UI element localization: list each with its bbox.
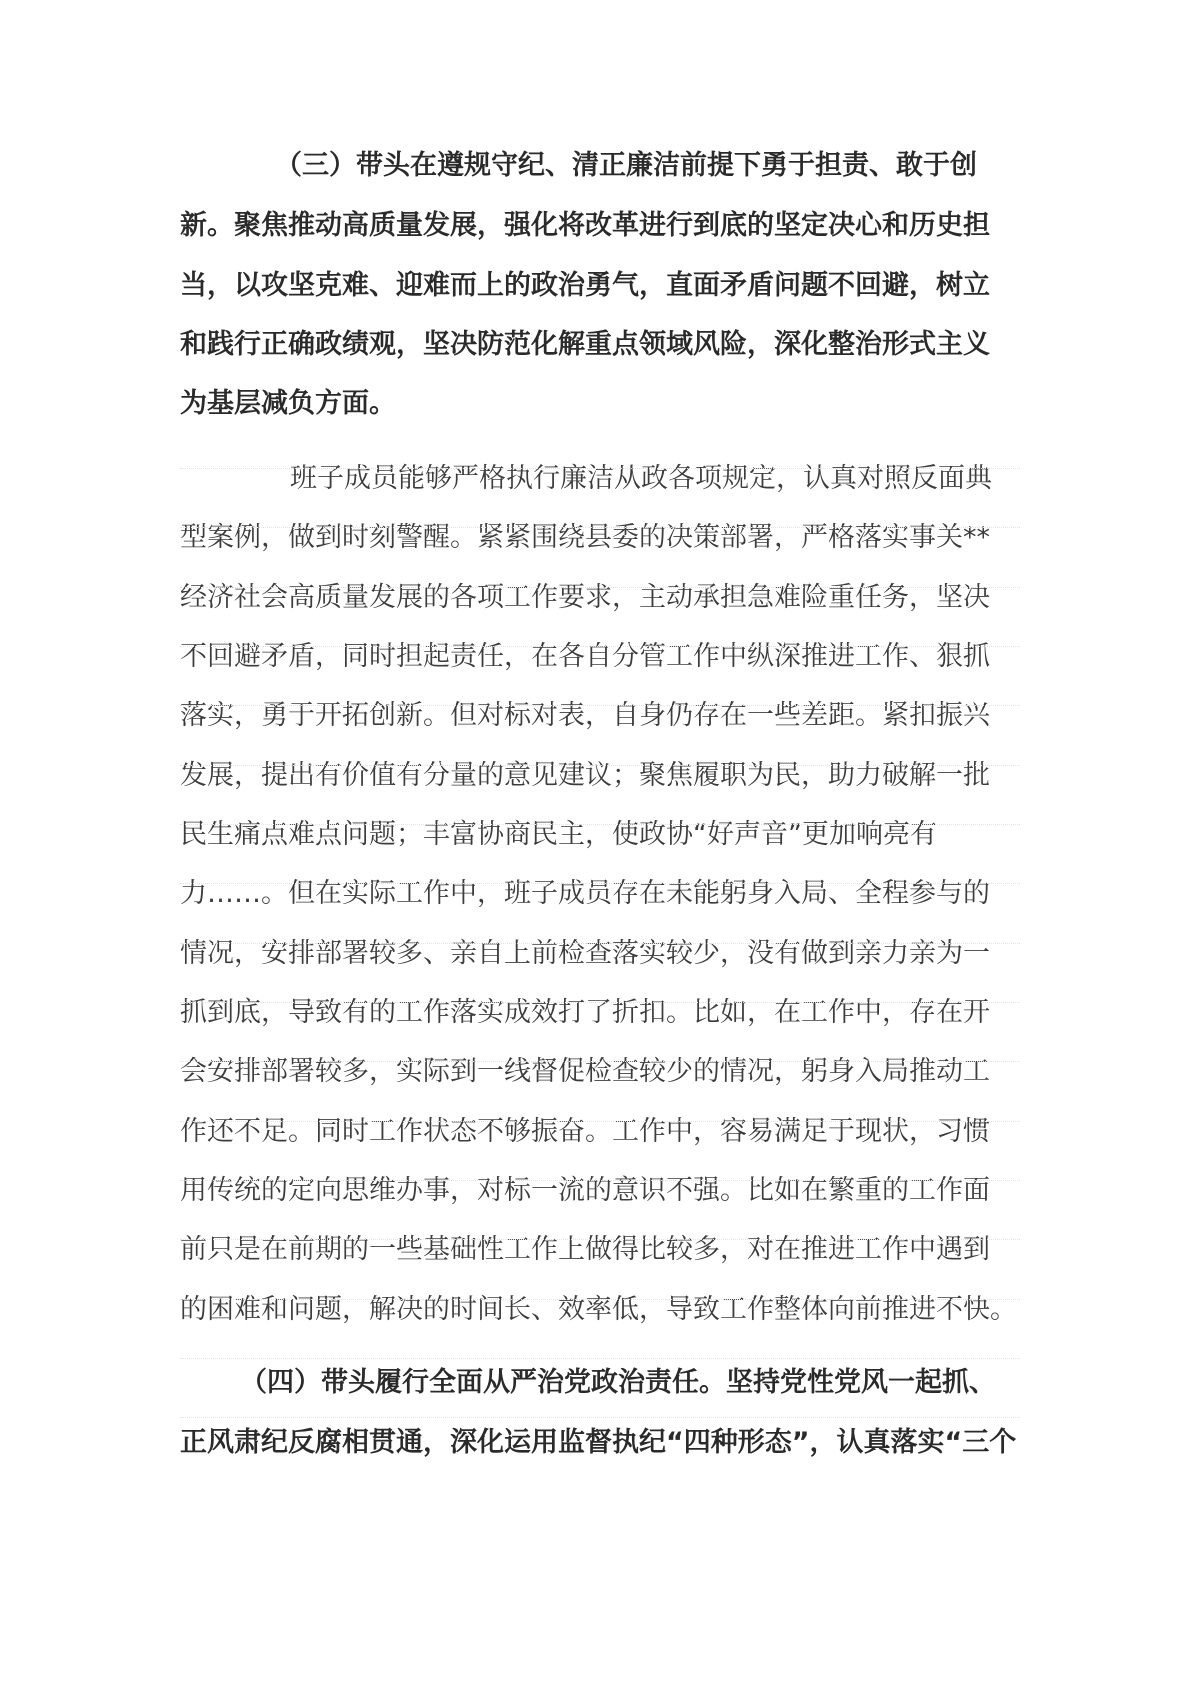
line-guide (180, 1417, 1020, 1418)
section-3-body-line-7: 民生痛点难点问题；丰富协商民主，使政协“好声音”更加响亮有 (180, 819, 937, 850)
section-4-heading-line-1: （四）带头履行全面从严治党政治责任。坚持党性党风一起抓、 (240, 1367, 996, 1398)
section-3-body-line-1: 班子成员能够严格执行廉洁从政各项规定，认真对照反面典 (290, 463, 992, 494)
section-3-body-line-10: 抓到底，导致有的工作落实成效打了折扣。比如，在工作中，存在开 (180, 997, 990, 1028)
line-guide (180, 1299, 1020, 1300)
line-guide (180, 1239, 1020, 1240)
section-3-body-line-4: 不回避矛盾，同时担起责任，在各自分管工作中纵深推进工作、狠抓 (180, 641, 990, 672)
line-guide (180, 1002, 1020, 1003)
section-3-body-line-9: 情况，安排部署较多、亲自上前检查落实较少，没有做到亲力亲为一 (180, 938, 990, 969)
section-3-heading-line-4: 和践行正确政绩观，坚决防范化解重点领域风险，深化整治形式主义 (180, 329, 990, 360)
section-3-body-line-6: 发展，提出有价值有分量的意见建议；聚焦履职为民，助力破解一批 (180, 760, 990, 791)
section-3-body-line-14: 前只是在前期的一些基础性工作上做得比较多，对在推进工作中遇到 (180, 1234, 990, 1265)
section-3-body-line-11: 会安排部署较多，实际到一线督促检查较少的情况，躬身入局推动工 (180, 1056, 990, 1087)
section-3-body-line-15: 的困难和问题，解决的时间长、效率低，导致工作整体向前推进不快。 (180, 1294, 1017, 1325)
line-guide (180, 587, 1020, 588)
section-3-body-line-12: 作还不足。同时工作状态不够振奋。工作中，容易满足于现状，习惯 (180, 1116, 990, 1147)
line-guide (180, 468, 1020, 469)
section-3-body-line-13: 用传统的定向思维办事，对标一流的意识不强。比如在繁重的工作面 (180, 1175, 990, 1206)
line-guide (180, 765, 1020, 766)
section-3-heading-line-5: 为基层减负方面。 (180, 388, 396, 419)
line-guide (180, 1121, 1020, 1122)
section-3-body-line-3: 经济社会高质量发展的各项工作要求，主动承担急难险重任务，坚决 (180, 582, 990, 613)
section-4-heading-line-2: 正风肃纪反腐相贯通，深化运用监督执纪“四种形态”，认真落实“三个 (180, 1427, 1017, 1458)
line-guide (180, 705, 1020, 706)
line-guide (180, 1180, 1020, 1181)
section-3-heading-line-3: 当，以攻坚克难、迎难而上的政治勇气，直面矛盾问题不回避，树立 (180, 270, 990, 301)
line-guide (180, 883, 1020, 884)
line-guide (180, 1061, 1020, 1062)
section-3-body-line-5: 落实，勇于开拓创新。但对标对表，自身仍存在一些差距。紧扣振兴 (180, 700, 990, 731)
section-3-body-line-8: 力……。但在实际工作中，班子成员存在未能躬身入局、全程参与的 (180, 878, 990, 909)
line-guide (180, 824, 1020, 825)
line-guide (180, 943, 1020, 944)
section-3-heading-line-1: （三）带头在遵规守纪、清正廉洁前提下勇于担责、敢于创 (275, 150, 977, 181)
section-3-body-line-2: 型案例，做到时刻警醒。紧紧围绕县委的决策部署，严格落实事关** (180, 522, 990, 553)
line-guide (180, 527, 1020, 528)
line-guide (180, 1358, 1020, 1359)
section-3-heading-line-2: 新。聚焦推动高质量发展，强化将改革进行到底的坚定决心和历史担 (180, 210, 990, 241)
line-guide (180, 646, 1020, 647)
